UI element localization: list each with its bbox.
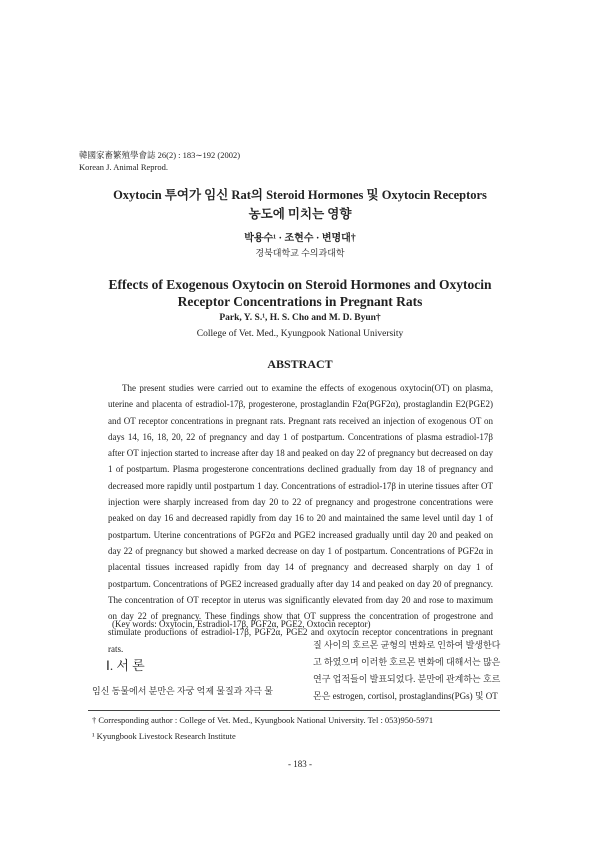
journal-citation: 韓國家畜繁殖學會誌 26(2) : 183∼192 (2002) (79, 150, 241, 160)
abstract-body (108, 380, 493, 657)
korean-affiliation: 경북대학교 수의과대학 (255, 248, 345, 258)
abstract-heading: ABSTRACT (267, 357, 333, 371)
korean-title-line1: Oxytocin 투여가 임신 Rat의 Steroid Hormones 및 Oxytocin Receptors (113, 188, 487, 202)
english-title-line1: Effects of Exogenous Oxytocin on Steroid Hormones and Oxytocin (108, 277, 492, 292)
right-column-line: 몬은 estrogen, cortisol, prostaglandins(PGs) 및 OT (313, 691, 498, 701)
right-column-line: 고 하였으며 이러한 호르몬 변화에 대해서는 많은 (313, 657, 501, 667)
korean-title-line2: 농도에 미치는 영향 (248, 207, 352, 221)
section-heading: Ⅰ. 서 론 (106, 658, 145, 673)
right-column-line: 연구 업적들이 발표되었다. 분만에 관계하는 호르 (313, 674, 501, 684)
footnote-affiliation: ¹ Kyungbook Livestock Research Institute (92, 731, 236, 741)
abstract-text: The present studies were carried out to examine the effects of exogenous oxytocin(OT) on plasma, uterine and placenta of estradiol-17β, progesterone, prostaglandin F2α(PGF2α), prostaglandin E2(PGE2) and OT receptor concentrations in pregnant rats. Pregnant rats received an injection of exogenous OT on days 14, 16, 18, 20, 22 of pregnancy and day 1 of postpartum. Concentrations of plasma estradiol-17β after OT injection started to increase after day 18 and peaked on day 22 of pregnancy but decreased on day 1 of postpartum. Plasma progesterone concentrations declined gradually from day 18 of pregnancy and decreased more rapidly until postpartum 1 day. Concentrations of estradiol-17β in uterine tissues after OT injection were sharply increased from day 20 to 22 of pregnancy and progestrone concentrations were peaked on day 16 and decreased rapidly from day 16 to 20 and maintained the same level until day 1 of postpartum. Uterine concentrations of PGF2α and PGE2 increased gradually until day 20 and peaked on day 22 of pregnancy but showed a marked decrease on day 1 of postpartum. Concentrations of PGF2α in placental tissues increased rapidly from day 14 of pregnancy and decreased sharply on day 1 of postpartum. Concentrations of PGE2 increased gradually after day 14 and peaked on day 20 of pregnancy. The concentration of OT receptor in uterus was significantly elevated from day 20 and rose to maximum on day 22 of pregnancy. These findings show that OT suppress the concentration of progestrone and stimulate productions of estradiol-17β, PGF2α, PGE2 and oxytocin receptor concentrations in pregnant rats. (108, 383, 493, 654)
journal-name: Korean J. Animal Reprod. (79, 162, 168, 172)
korean-authors: 박용수¹ · 조현수 · 변명대† (244, 233, 356, 244)
page-number: - 183 - (288, 759, 312, 769)
english-affiliation: College of Vet. Med., Kyungpook National University (196, 329, 404, 339)
left-column-text: 임신 동물에서 분만은 자궁 억제 물질과 자극 물 (92, 686, 273, 696)
footnote-divider (88, 710, 500, 711)
right-column-line: 질 사이의 호르몬 균형의 변화로 인하여 발생한다 (313, 640, 501, 650)
right-column (313, 637, 509, 705)
keywords: (Key words: Oxytocin, Estradiol-17β, PGF2α, PGE2, Oxtocin receptor) (112, 619, 371, 629)
english-title-line2: Receptor Concentrations in Pregnant Rats (177, 294, 423, 309)
footnote-corresponding: † Corresponding author : College of Vet. Med., Kyungbook National University. Tel : 053)950-5971 (92, 715, 434, 725)
english-authors: Park, Y. S.¹, H. S. Cho and M. D. Byun† (219, 313, 381, 323)
